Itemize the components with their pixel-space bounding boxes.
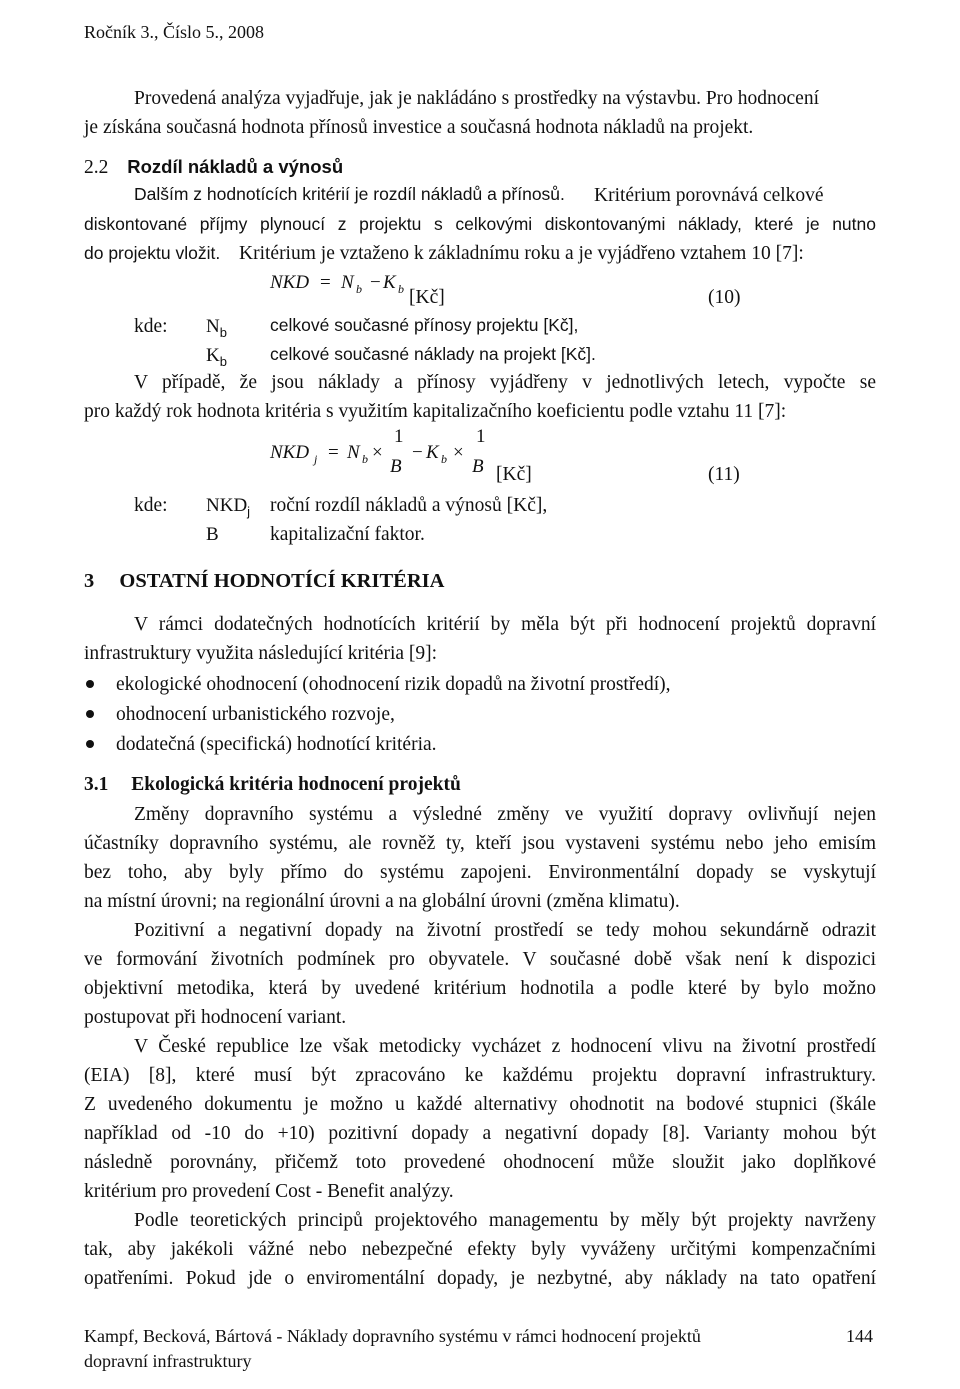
bullet-icon [86,740,94,748]
eq-equals: = [320,272,331,293]
section-number: 3.1 [84,774,109,795]
section-heading [84,770,461,799]
section-number: 3 [84,570,95,592]
text-line: postupovat při hodnocení variant. [84,1007,347,1028]
where-symbol: $N_b$ [206,316,227,340]
intro-line: Provedená analýza vyjadřuje, jak je nakládáno s prostředky na výstavbu. Pro hodnocení [134,88,820,109]
footer-authors: Kampf, Becková, Bártová - Náklady dopravního systému v rámci hodnocení projektů [84,1326,701,1346]
eq-lhs: NKD [270,442,310,463]
where-description: kapitalizační faktor. [270,524,425,545]
text-line: V rámci dodatečných hodnotících kritérií by měla být při hodnocení projektů dopravní [134,614,876,635]
text-line: účastníky dopravního systému, ale rovněž ty, kteří jsou vystaveni systému nebo jeho emisím [84,833,876,854]
eq-symbol: N [341,272,354,293]
text-line: do projektu vložit. [84,243,221,263]
text-line: Z uvedeného dokumentu je možno u každé alternativy ohodnotit na bodové stupnici (škále [84,1094,876,1115]
eq-denominator: B [390,456,402,477]
text-line: kritérium pro provedení Cost - Benefit analýzy. [84,1181,454,1202]
list-item: ohodnocení urbanistického rozvoje, [116,704,395,725]
where-label: kde: [134,316,168,337]
text-line: tak, aby jakékoli vážné nebo nebezpečné efekty byly vyváženy určitými kompenzačními [84,1239,876,1260]
where-symbol: B [206,524,219,545]
page-number: 144 [846,1326,873,1346]
text-line: Podle teoretických principů projektového managementu by měly být projekty navrženy [134,1210,876,1231]
where-description: celkové současné náklady na projekt [Kč]. [270,344,596,364]
text-line: V případě, že jsou náklady a přínosy vyjádřeny v jednotlivých letech, vypočte se [134,372,876,393]
text-line: Kritérium je vztaženo k základnímu roku a je vyjádřeno vztahem 10 [7]: [239,243,804,264]
text-line: Změny dopravního systému a výsledné změny ve využití dopravy ovlivňují nejen [134,804,876,825]
section-title: Rozdíl nákladů a výnosů [127,156,344,177]
text-line: infrastruktury využita následující kritéria [9]: [84,643,438,664]
eq-lhs: NKD [270,272,310,293]
section-number: 2.2 [84,157,109,178]
bullet-icon [86,710,94,718]
section-heading [84,566,444,596]
eq-subscript: b [356,282,362,296]
text-line: ve formování životních podmínek pro obyvatele. V současné době však není k dispozici [84,949,876,970]
eq-symbol: N [347,442,360,463]
eq-minus: − [370,272,381,293]
eq-unit: [Kč] [496,464,532,485]
section-heading [84,152,343,182]
eq-denominator: B [472,456,484,477]
eq-unit: [Kč] [409,287,445,308]
eq-times: × [372,442,383,463]
where-symbol: $NKD_j$ [206,495,251,519]
footer-subtitle: dopravní infrastruktury [84,1351,252,1371]
bullet-icon [86,680,94,688]
text-line: (EIA) [8], které musí být zpracováno ke každému projektu dopravní infrastruktury. [84,1065,876,1086]
eq-minus: − [412,442,423,463]
list-item: dodatečná (specifická) hodnotící kritéria. [116,734,437,755]
equation-11 [270,424,570,484]
eq-subscript: b [362,452,368,466]
text-line: následně porovnány, přičemž toto provedené ohodnocení může sloužit jako doplňkové [84,1152,876,1173]
list-item: ekologické ohodnocení (ohodnocení rizik dopadů na životní prostředí), [116,674,671,695]
text-line: opatřeními. Pokud jde o enviromentální dopady, je nezbytné, aby náklady na tato opatření [84,1268,876,1289]
where-symbol: $K_b$ [206,345,227,369]
where-description: celkové současné přínosy projektu [Kč], [270,315,579,335]
section-title: OSTATNÍ HODNOTÍCÍ KRITÉRIA [119,570,445,592]
eq-symbol: K [383,272,396,293]
eq-numerator: 1 [394,426,404,447]
intro-line: je získána současná hodnota přínosů investice a současná hodnota nákladů na projekt. [84,117,754,138]
text-line: na místní úrovni; na regionální úrovni a na globální úrovni (změna klimatu). [84,891,680,912]
eq-subscript: b [398,282,404,296]
text-line: pro každý rok hodnota kritéria s využitím kapitalizačního koeficientu podle vztahu 11 [7]: [84,401,787,422]
where-description: roční rozdíl nákladů a výnosů [Kč], [270,495,548,516]
where-label: kde: [134,495,168,516]
running-header: Ročník 3., Číslo 5., 2008 [84,22,265,42]
text-line: objektivní metodika, která by uvedené kritérium hodnotila a podle které by bylo možno [84,978,876,999]
eq-times: × [453,442,464,463]
equation-number: (11) [708,464,740,485]
text-line: například od -10 do +10) pozitivní dopady a negativní dopady [8]. Varianty mohou být [84,1123,876,1144]
section-title: Ekologická kritéria hodnocení projektů [131,774,461,795]
eq-subscript: b [441,452,447,466]
text-line: diskontované příjmy plynoucí z projektu s celkovými diskontovanými náklady, které je nutno [84,214,876,234]
text-line: Pozitivní a negativní dopady na životní prostředí se tedy mohou sekundárně odrazit [134,920,876,941]
text-line: Dalším z hodnotících kritérií je rozdíl nákladů a přínosů. [134,184,565,204]
eq-equals: = [328,442,339,463]
eq-symbol: K [426,442,439,463]
eq-numerator: 1 [476,426,486,447]
eq-subscript: j [314,452,318,466]
text-line: bez toho, aby byly přímo do systému zapojeni. Environmentální dopady se vyskytují [84,862,876,883]
equation-number: (10) [708,287,741,308]
text-line: Kritérium porovnává celkové [594,185,824,206]
text-line: V České republice lze však metodicky vycházet z hodnocení vlivu na životní prostředí [134,1036,876,1057]
